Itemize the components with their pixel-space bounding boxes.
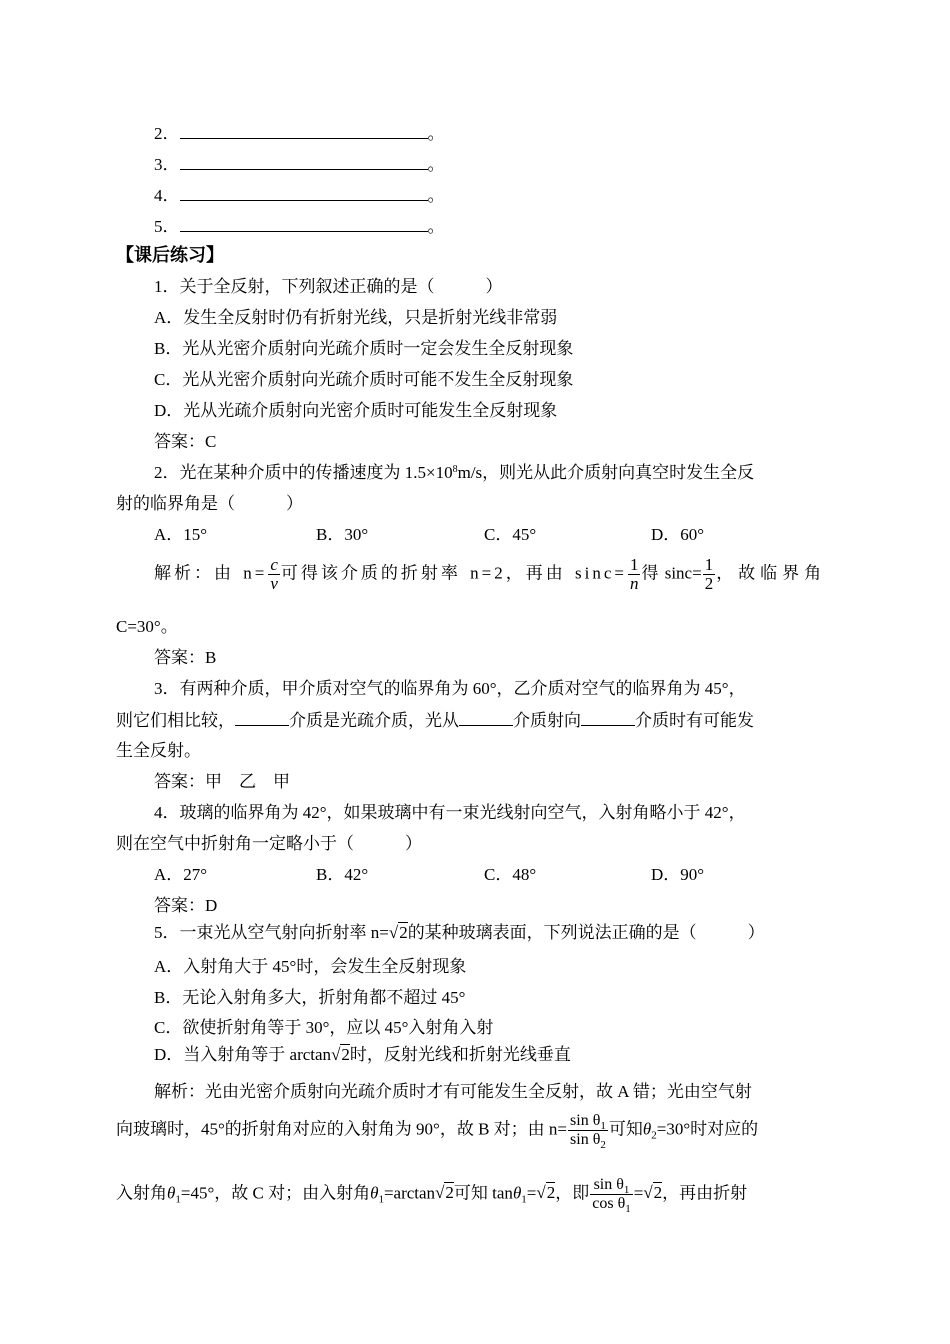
q4-line2: 则在空气中折射角一定略小于（ ） <box>116 834 422 853</box>
q2-analysis-line2: C=30°。 <box>116 617 178 636</box>
q1-option-c: C．光从光密介质射向光疏介质时可能不发生全反射现象 <box>154 370 574 389</box>
fraction-numerator: 1 <box>629 555 639 574</box>
q5-stem <box>154 922 765 944</box>
subscript: 2 <box>600 1139 606 1151</box>
theta-symbol: θ <box>512 1183 522 1203</box>
analysis-text: 得 sinc= <box>641 563 702 583</box>
q5-analysis-line2 <box>116 1112 758 1149</box>
q1-answer: 答案：C <box>154 432 217 451</box>
fill-blank[interactable] <box>180 153 428 170</box>
q5-text: 的某种玻璃表面，下列说法正确的是（ ） <box>407 923 765 942</box>
subscript: 1 <box>625 1203 631 1215</box>
q4-answer: 答案：D <box>154 896 218 915</box>
fill-blank[interactable] <box>180 215 428 232</box>
q3-text: 介质是光疏介质，光从 <box>289 711 459 730</box>
q4-option-d: D．90° <box>651 865 705 884</box>
analysis-text: =30°时对应的 <box>656 1119 759 1139</box>
fraction-numerator <box>590 1176 633 1195</box>
fraction-denominator: n <box>629 574 639 593</box>
q2-option-b: B．30° <box>316 525 369 544</box>
fraction-sin-over-cos <box>590 1176 633 1213</box>
fill-blank[interactable] <box>459 709 513 726</box>
q2-answer: 答案：B <box>154 648 217 667</box>
q4-line1: 4．玻璃的临界角为 42°，如果玻璃中有一束光线射向空气，入射角略小于 42°， <box>154 803 746 822</box>
radicand: 2 <box>399 923 408 942</box>
q5-option-d <box>154 1044 571 1066</box>
q4-option-b: B．42° <box>316 865 369 884</box>
q2-exponent: 8 <box>452 464 458 475</box>
q2-stem-line2: 射的临界角是（ ） <box>116 494 303 513</box>
blank-line-4 <box>154 184 445 207</box>
subscript: 1 <box>378 1193 384 1206</box>
sin-theta: sin θ <box>570 1131 601 1148</box>
q1-option-a: A．发生全反射时仍有折射光线，只是折射光线非常弱 <box>154 308 558 327</box>
sqrt-symbol: √2 <box>388 923 408 942</box>
sqrt-symbol: √2 <box>331 1045 350 1064</box>
theta-symbol: θ <box>642 1119 652 1139</box>
q1-stem: 1．关于全反射，下列叙述正确的是（ ） <box>154 277 503 296</box>
analysis-text: 解析：由 n= <box>154 563 268 583</box>
fraction-numerator: c <box>270 555 278 574</box>
fraction-1-over-n <box>628 556 641 593</box>
blank-line-end: 。 <box>427 217 445 236</box>
q4-option-c: C．48° <box>484 865 537 884</box>
subscript: 2 <box>651 1129 657 1142</box>
theta-symbol: θ <box>167 1183 176 1203</box>
cos-theta: cos θ <box>592 1195 626 1212</box>
blank-line-end: 。 <box>427 186 445 205</box>
analysis-text: = <box>633 1183 644 1203</box>
blank-line-number: 3． <box>154 155 180 174</box>
q5-option-c: C．欲使折射角等于 30°，应以 45°入射角入射 <box>154 1018 494 1037</box>
fraction-sin-ratio <box>568 1112 608 1149</box>
analysis-text: ，再由折射 <box>662 1183 748 1203</box>
sqrt-symbol: √2 <box>536 1183 556 1203</box>
fill-blank[interactable] <box>180 184 428 201</box>
analysis-text: ，故临界角 <box>716 563 827 583</box>
fraction-denominator: v <box>270 574 278 593</box>
fraction-numerator <box>568 1112 608 1131</box>
sin-theta: sin θ <box>593 1176 624 1193</box>
q1-option-b: B．光从光密介质射向光疏介质时一定会发生全反射现象 <box>154 339 574 358</box>
analysis-text: = <box>526 1183 537 1203</box>
subscript: 1 <box>623 1184 630 1196</box>
section-title: 【课后练习】 <box>116 245 224 266</box>
fraction-denominator <box>568 1131 608 1149</box>
q2-stem-text-b: m/s，则光从此介质射向真空时发生全反 <box>457 463 755 482</box>
analysis-text: 可知 tan <box>453 1183 513 1203</box>
q2-option-d: D．60° <box>651 525 705 544</box>
q2-option-a: A．15° <box>154 525 208 544</box>
q5-text: D．当入射角等于 arctan <box>154 1045 332 1064</box>
analysis-text: 可得该介质的折射率 n=2，再由 sinc= <box>280 563 627 583</box>
sqrt-symbol: √2 <box>435 1183 454 1203</box>
fraction-denominator: 2 <box>704 574 714 593</box>
q5-analysis-line3 <box>116 1176 747 1213</box>
blank-line-number: 4． <box>154 186 180 205</box>
q5-option-b: B．无论入射角多大，折射角都不超过 45° <box>154 988 466 1007</box>
radicand: 2 <box>653 1183 663 1203</box>
fraction-numerator: 1 <box>704 555 714 574</box>
q1-option-d: D．光从光疏介质射向光密介质时可能发生全反射现象 <box>154 401 558 420</box>
blank-line-end: 。 <box>427 155 445 174</box>
fraction-c-over-v <box>268 556 280 593</box>
fill-blank[interactable] <box>235 709 289 726</box>
blank-line-number: 2． <box>154 124 180 143</box>
radicand: 2 <box>341 1045 350 1064</box>
q2-option-c: C．45° <box>484 525 537 544</box>
fraction-1-over-2 <box>703 556 716 593</box>
theta-symbol: θ <box>370 1183 379 1203</box>
analysis-text: 入射角 <box>116 1183 167 1203</box>
fraction-denominator <box>590 1195 633 1213</box>
q2-analysis-line1 <box>154 556 826 593</box>
q2-stem-line1 <box>154 462 754 484</box>
analysis-text: =45°，故 C 对；由入射角 <box>180 1183 371 1203</box>
radicand: 2 <box>445 1183 454 1203</box>
subscript: 1 <box>600 1120 606 1132</box>
radicand: 2 <box>546 1183 556 1203</box>
q3-answer: 答案：甲 乙 甲 <box>154 772 290 791</box>
sin-theta: sin θ <box>570 1112 601 1129</box>
sqrt-symbol: √2 <box>643 1183 663 1203</box>
fill-blank[interactable] <box>180 122 428 139</box>
q5-text: 时，反射光线和折射光线垂直 <box>349 1045 571 1064</box>
q3-text: 介质射向 <box>513 711 581 730</box>
q3-text: 则它们相比较， <box>116 711 235 730</box>
q3-line3: 生全反射。 <box>116 741 201 760</box>
subscript: 1 <box>521 1193 527 1206</box>
fill-blank[interactable] <box>581 709 635 726</box>
analysis-text: ，即 <box>555 1183 590 1203</box>
subscript: 1 <box>175 1193 181 1206</box>
blank-line-2 <box>154 122 445 145</box>
blank-line-end: 。 <box>427 124 445 143</box>
q5-text: 5．一束光从空气射向折射率 n= <box>154 923 389 942</box>
q3-line2 <box>116 709 754 732</box>
q2-stem-text: 2．光在某种介质中的传播速度为 1.5×10 <box>154 463 453 482</box>
q3-line1: 3．有两种介质，甲介质对空气的临界角为 60°，乙介质对空气的临界角为 45°， <box>154 679 746 698</box>
analysis-text: 可知 <box>608 1119 643 1139</box>
blank-line-number: 5． <box>154 217 180 236</box>
q4-option-a: A．27° <box>154 865 208 884</box>
blank-line-3 <box>154 153 445 176</box>
blank-line-5 <box>154 215 445 238</box>
q3-text: 介质时有可能发 <box>635 711 754 730</box>
analysis-text: 向玻璃时，45°的折射角对应的入射角为 90°，故 B 对；由 n= <box>116 1119 568 1139</box>
analysis-text: =arctan <box>383 1183 436 1203</box>
q5-option-a: A．入射角大于 45°时，会发生全反射现象 <box>154 957 467 976</box>
q5-analysis-line1: 解析：光由光密介质射向光疏介质时才有可能发生全反射，故 A 错；光由空气射 <box>154 1082 752 1101</box>
